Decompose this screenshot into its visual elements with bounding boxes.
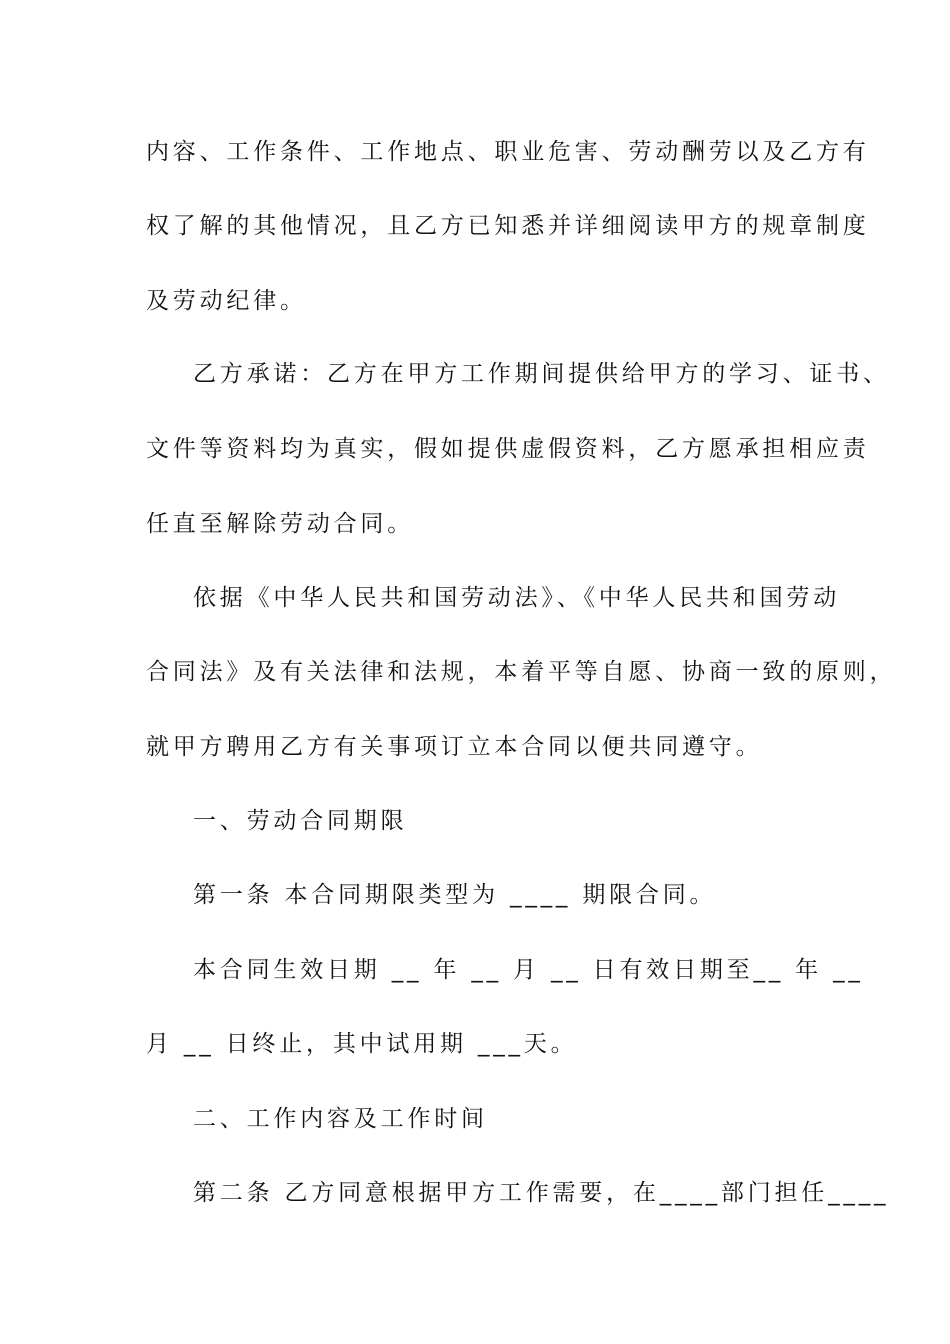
section-heading: 一、劳动合同期限: [193, 808, 408, 834]
paragraph-line: 月 __ 日终止，其中试用期 ___天。: [146, 1031, 578, 1057]
paragraph-line: 及劳动纪律。: [146, 288, 307, 314]
paragraph-line: 乙方承诺：乙方在甲方工作期间提供给甲方的学习、证书、: [193, 361, 890, 387]
paragraph-line: 内容、工作条件、工作地点、职业危害、劳动酬劳以及乙方有: [146, 139, 870, 165]
paragraph-line: 任直至解除劳动合同。: [146, 511, 414, 537]
paragraph-line: 合同法》及有关法律和法规，本着平等自愿、协商一致的原则，: [146, 659, 897, 685]
paragraph-line: 依据《中华人民共和国劳动法》、《中华人民共和国劳动: [193, 585, 840, 611]
clause-line: 第一条 本合同期限类型为 ____ 期限合同。: [193, 882, 717, 908]
paragraph-line: 本合同生效日期 __ 年 __ 月 __ 日有效日期至__ 年 __: [193, 957, 864, 983]
paragraph-line: 文件等资料均为真实，假如提供虚假资料，乙方愿承担相应责: [146, 436, 870, 462]
paragraph-line: 就甲方聘用乙方有关事项订立本合同以便共同遵守。: [146, 734, 763, 760]
section-heading: 二、工作内容及工作时间: [193, 1106, 488, 1132]
paragraph-line: 权了解的其他情况，且乙方已知悉并详细阅读甲方的规章制度: [146, 213, 870, 239]
clause-line: 第二条 乙方同意根据甲方工作需要，在____部门担任____: [193, 1180, 890, 1206]
